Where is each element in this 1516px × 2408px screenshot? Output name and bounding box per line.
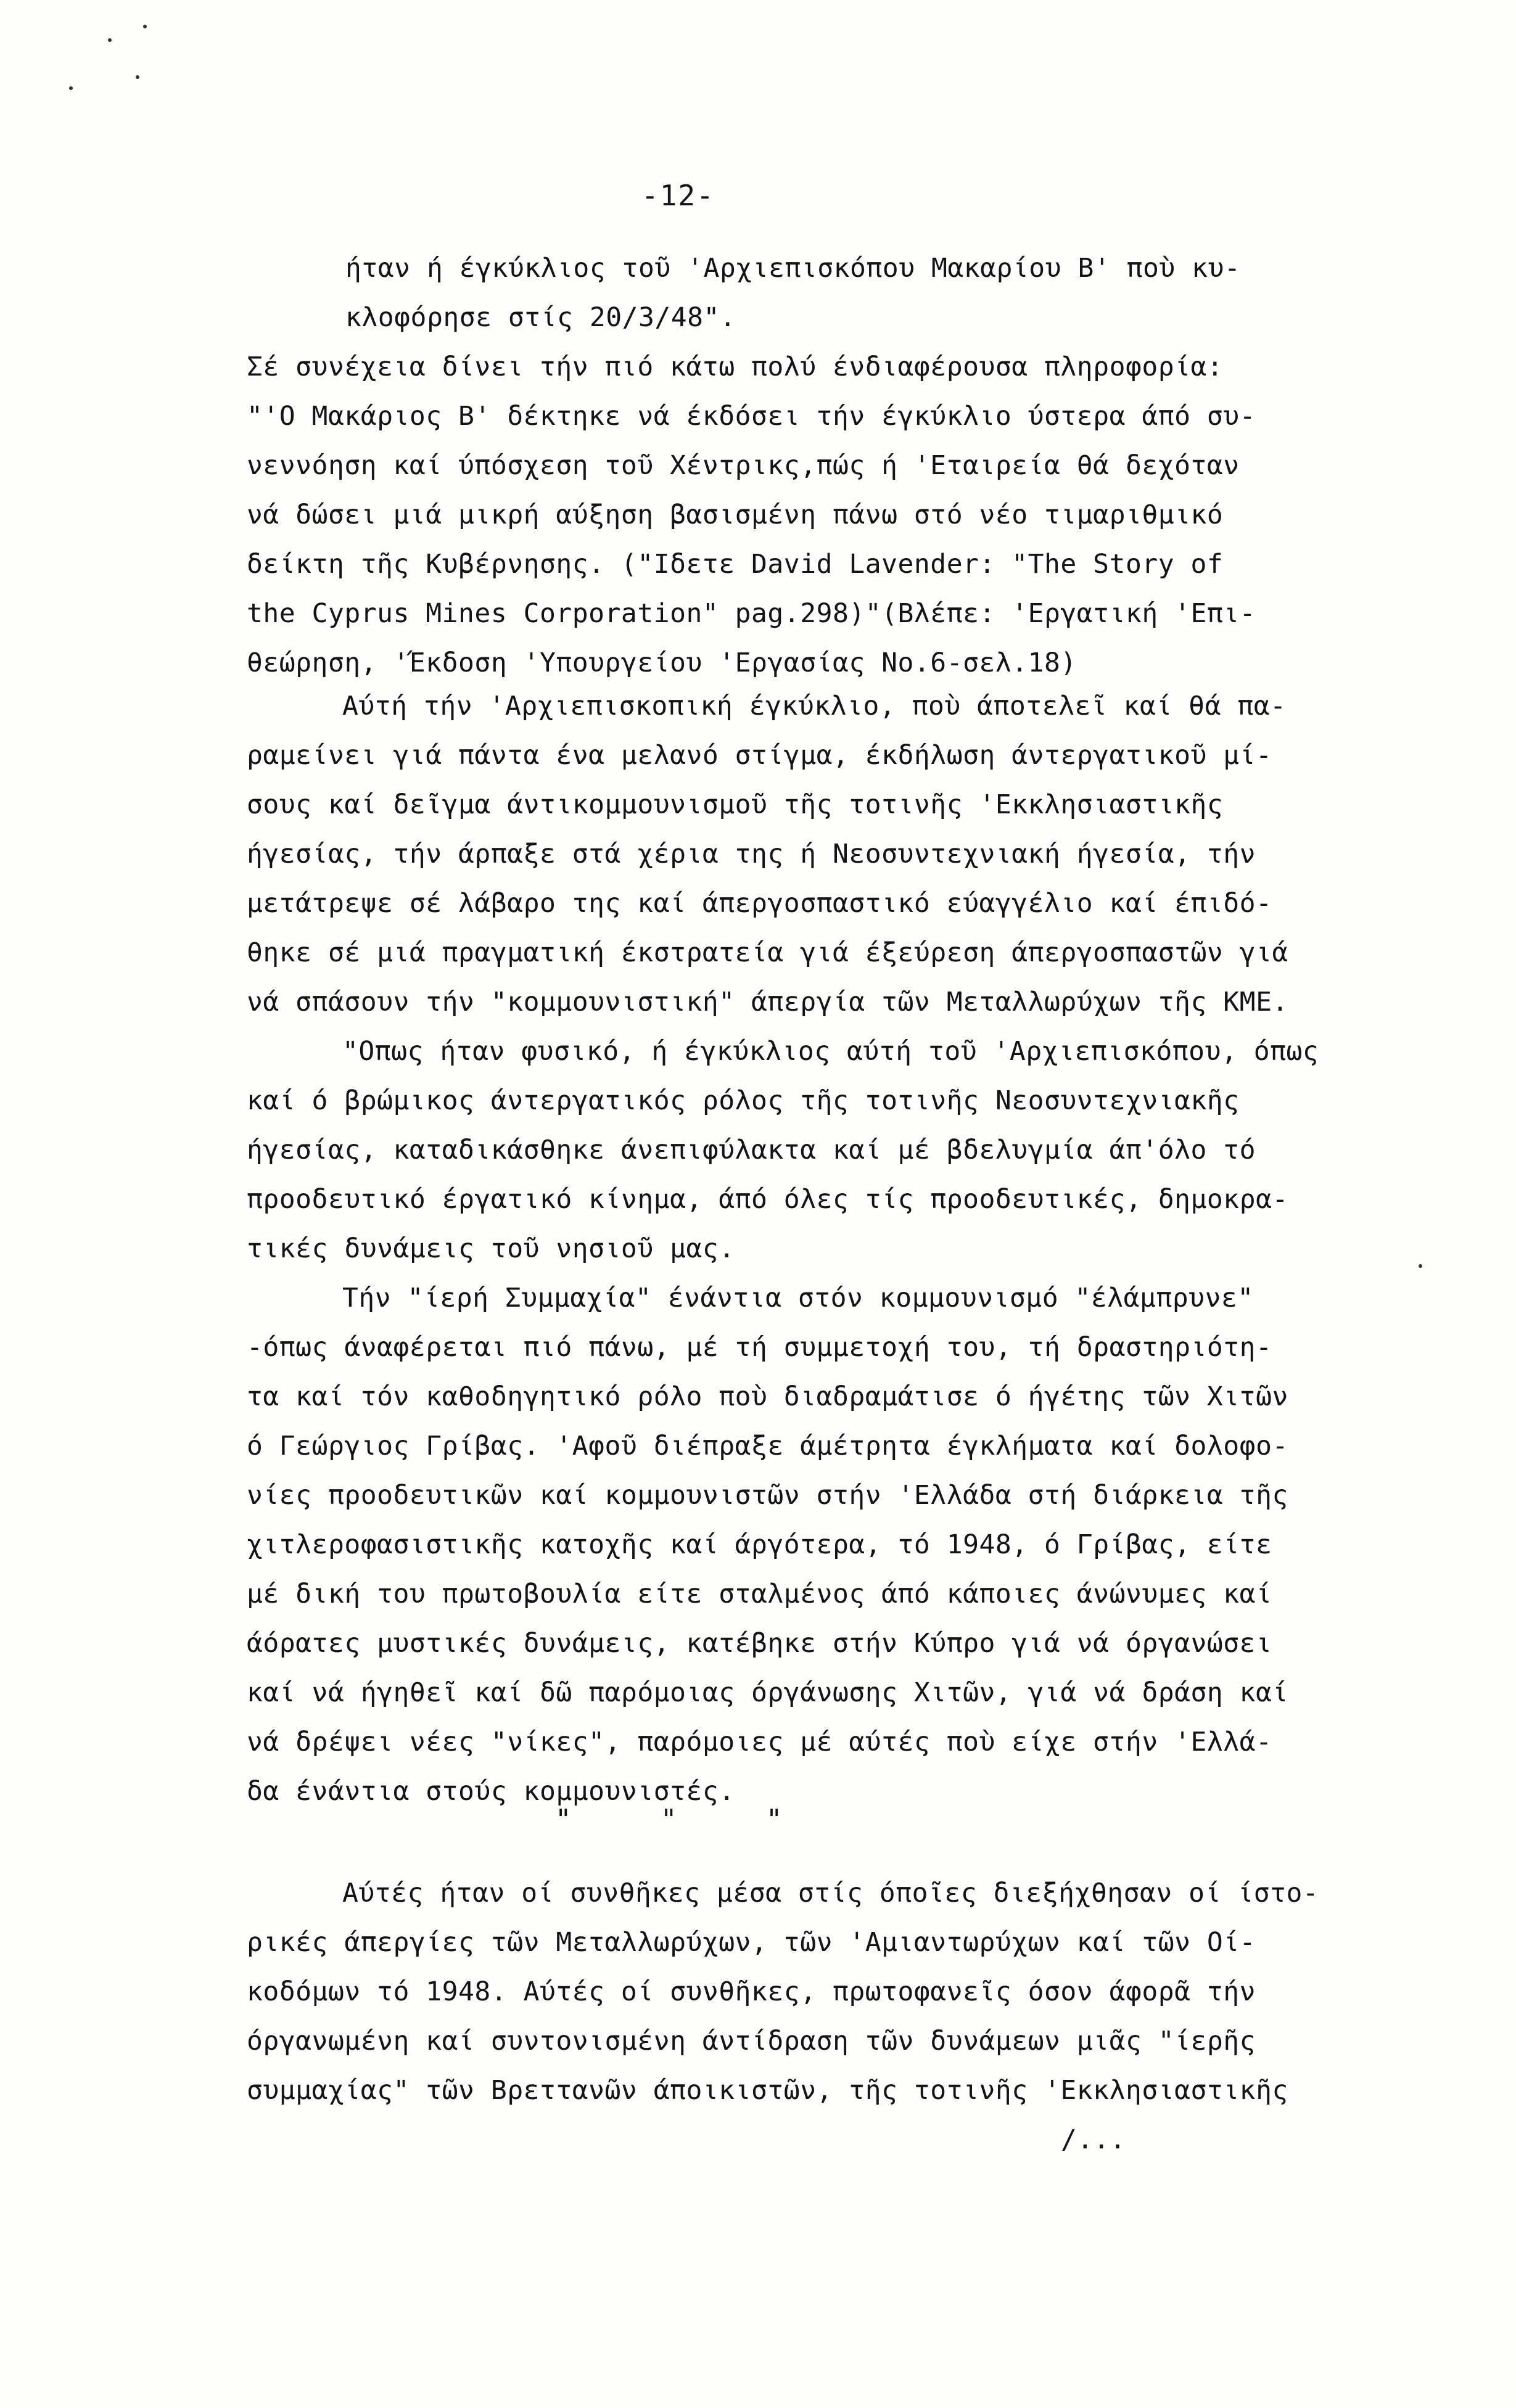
scan-speck xyxy=(108,38,112,42)
text-line: θηκε σέ μιά πραγματική έκστρατεία γιά έξεύρεση άπεργοσπαστῶν γιά xyxy=(247,937,1288,968)
text-line: μέ δική του πρωτοβουλία είτε σταλμένος άπό κάποιες άνώνυμες καί xyxy=(247,1579,1272,1609)
page-number: -12- xyxy=(641,179,715,212)
text-line: ήγεσίας, καταδικάσθηκε άνεπιφύλακτα καί μέ βδελυγμία άπ'όλο τό xyxy=(247,1135,1256,1165)
text-line: νά σπάσουν τήν "κομμουνιστική" άπεργία τῶν Μεταλλωρύχων τῆς ΚΜΕ. xyxy=(247,987,1288,1017)
text-line: προοδευτικό έργατικό κίνημα, άπό όλες τίς προοδευτικές, δημοκρα- xyxy=(247,1184,1288,1215)
text-line: Αύτή τήν 'Αρχιεπισκοπική έγκύκλιο, ποὺ άποτελεῖ καί θά πα- xyxy=(342,691,1287,721)
text-line: θεώρηση, 'Έκδοση 'Υπουργείου 'Εργασίας No.6-σελ.18) xyxy=(247,647,1077,678)
text-line: Αύτές ήταν οί συνθῆκες μέσα στίς όποῖες διεξήχθησαν οί ίστο- xyxy=(342,1878,1319,1909)
text-line: ρικές άπεργίες τῶν Μεταλλωρύχων, τῶν 'Αμιαντωρύχων καί τῶν Οί- xyxy=(247,1927,1256,1958)
text-line: δείκτη τῆς Κυβέρνησης. ("Ιδετε David Lavender: "The Story of xyxy=(247,549,1224,580)
text-line: χιτλεροφασιστικῆς κατοχῆς καί άργότερα, τό 1948, ό Γρίβας, είτε xyxy=(247,1529,1272,1560)
text-line: καί ό βρώμικος άντεργατικός ρόλος τῆς τοτινῆς Νεοσυντεχνιακῆς xyxy=(247,1085,1240,1116)
section-divider: " " " xyxy=(555,1804,784,1835)
text-line: ήγεσίας, τήν άρπαξε στά χέρια της ή Νεοσυντεχνιακή ήγεσία, τήν xyxy=(247,839,1256,869)
text-line: όργανωμένη καί συντονισμένη άντίδραση τῶν δυνάμεων μιᾶς "ίερῆς xyxy=(247,2026,1256,2057)
text-line: κοδόμων τό 1948. Αύτές οί συνθῆκες, πρωτοφανεῖς όσον άφορᾶ τήν xyxy=(247,1976,1256,2007)
text-line: άόρατες μυστικές δυνάμεις, κατέβηκε στήν Κύπρο γιά νά όργανώσει xyxy=(247,1628,1272,1659)
scan-speck xyxy=(1419,1264,1422,1268)
text-line: κλοφόρησε στίς 20/3/48". xyxy=(345,302,736,333)
text-line: δα ένάντια στούς κομμουνιστές. xyxy=(247,1776,735,1807)
text-line: νεννόηση καί ύπόσχεση τοῦ Χέντρικς,πώς ή 'Εταιρεία θά δεχόταν xyxy=(247,450,1240,481)
scan-speck xyxy=(143,25,147,28)
text-line: Τήν "ίερή Συμμαχία" ένάντια στόν κομμουνισμό "έλάμπρυνε" xyxy=(342,1283,1254,1313)
text-line: τικές δυνάμεις τοῦ νησιοῦ μας. xyxy=(247,1233,735,1264)
text-line: μετάτρεψε σέ λάβαρο της καί άπεργοσπαστικό εύαγγέλιο καί έπιδό- xyxy=(247,888,1272,919)
text-line: the Cyprus Mines Corporation" pag.298)"(Βλέπε: 'Εργατική 'Επι- xyxy=(247,598,1256,629)
text-line: καί νά ήγηθεῖ καί δῶ παρόμοιας όργάνωσης Χιτῶν, γιά νά δράση καί xyxy=(247,1677,1288,1708)
text-line: συμμαχίας" τῶν Βρεττανῶν άποικιστῶν, τῆς τοτινῆς 'Εκκλησιαστικῆς xyxy=(247,2075,1288,2106)
text-line: νά δώσει μιά μικρή αύξηση βασισμένη πάνω στό νέο τιμαριθμικό xyxy=(247,499,1224,530)
text-line: σους καί δεῖγμα άντικομμουνισμοῦ τῆς τοτινῆς 'Εκκλησιαστικῆς xyxy=(247,789,1224,820)
text-line: Σέ συνέχεια δίνει τήν πιό κάτω πολύ ένδιαφέρουσα πληροφορία: xyxy=(247,351,1224,382)
text-line: "Οπως ήταν φυσικό, ή έγκύκλιος αύτή τοῦ 'Αρχιεπισκόπου, όπως xyxy=(342,1036,1319,1067)
text-line: νίες προοδευτικῶν καί κομμουνιστῶν στήν 'Ελλάδα στή διάρκεια τῆς xyxy=(247,1480,1288,1511)
text-line: τα καί τόν καθοδηγητικό ρόλο ποὺ διαδραμάτισε ό ήγέτης τῶν Χιτῶν xyxy=(247,1381,1288,1412)
text-line: "'Ο Μακάριος Β' δέκτηκε νά έκδόσει τήν έγκύκλιο ύστερα άπό συ- xyxy=(247,401,1256,432)
text-line: ό Γεώργιος Γρίβας. 'Αφοῦ διέπραξε άμέτρητα έγκλήματα καί δολοφο- xyxy=(247,1431,1288,1461)
continuation-marker: /... xyxy=(1061,2124,1126,2155)
text-line: -όπως άναφέρεται πιό πάνω, μέ τή συμμετοχή του, τή δραστηριότη- xyxy=(247,1332,1272,1363)
text-line: ραμείνει γιά πάντα ένα μελανό στίγμα, έκδήλωση άντεργατικοῦ μί- xyxy=(247,740,1272,771)
scan-speck xyxy=(69,86,73,90)
text-line: νά δρέψει νέες "νίκες", παρόμοιες μέ αύτές ποὺ είχε στήν 'Ελλά- xyxy=(247,1727,1272,1757)
scan-speck xyxy=(136,75,139,79)
text-line: ήταν ή έγκύκλιος τοῦ 'Αρχιεπισκόπου Μακαρίου Β' ποὺ κυ- xyxy=(345,253,1241,284)
